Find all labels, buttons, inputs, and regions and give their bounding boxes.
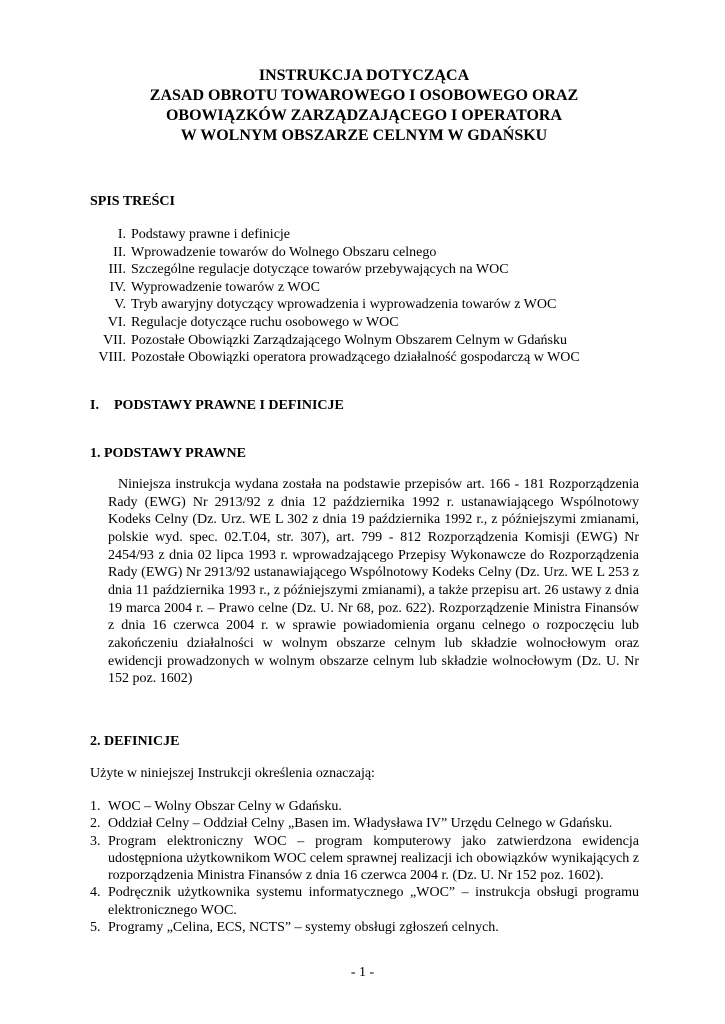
toc-item-number: I. (117, 227, 126, 242)
toc-item-number: VIII. (98, 350, 126, 366)
toc-item (90, 314, 650, 332)
toc-item-text: Wyprowadzenie towarów z WOC (131, 279, 320, 295)
definition-text: Podręcznik użytkownika systemu informatycznego „WOC” – instrukcja obsługi programu elektronicznego WOC. (108, 885, 639, 918)
definitions-list (90, 798, 639, 936)
section-number: I. (90, 398, 99, 413)
toc-item-text: Podstawy prawne i definicje (131, 227, 291, 242)
toc-item-number: VI. (107, 314, 126, 330)
definition-item (90, 884, 639, 919)
toc-item (90, 261, 650, 279)
toc-item-number: II. (113, 244, 126, 260)
toc-item-text: Pozostałe Obowiązki operatora prowadzącego działalność gospodarczą w WOC (131, 350, 580, 366)
toc-item (90, 349, 650, 367)
toc-item-text: Regulacje dotyczące ruchu osobowego w WOC (131, 314, 399, 330)
toc-item-number: III. (108, 262, 126, 278)
toc-item (90, 296, 650, 314)
definition-number: 3. (90, 833, 101, 849)
definition-text: Program elektroniczny WOC – program komputerowy jako zatwierdzona ewidencja udostępniona użytkownikom WOC celem sprawnej realizacji ich obowiązków wynikających z rozporządzenia Ministra Finansów z dnia 16 czerwca 2004 r. (Dz. U. Nr 152 poz. 1602). (108, 833, 639, 884)
legal-basis-heading: 1. PODSTAWY PRAWNE (90, 446, 246, 461)
definition-text: WOC – Wolny Obszar Celny w Gdańsku. (108, 799, 342, 814)
title-line: INSTRUKCJA DOTYCZĄCA (258, 67, 470, 84)
section-heading (90, 397, 344, 415)
toc-item-text: Szczególne regulacje dotyczące towarów przebywających na WOC (131, 262, 509, 278)
toc-item-number: VII. (103, 332, 126, 348)
title-line: W WOLNYM OBSZARZE CELNYM W GDAŃSKU (180, 127, 548, 144)
definition-item (90, 815, 639, 832)
definitions-heading: 2. DEFINICJE (90, 734, 180, 749)
toc-item-number: IV. (109, 279, 126, 295)
definition-number: 5. (90, 920, 101, 936)
toc-item-text: Tryb awaryjny dotyczący wprowadzenia i wyprowadzenia towarów z WOC (131, 297, 557, 313)
toc-item (90, 332, 650, 350)
title-line: ZASAD OBROTU TOWAROWEGO I OSOBOWEGO ORAZ (149, 87, 579, 104)
definitions-intro: Użyte w niniejszej Instrukcji określenia oznaczają: (90, 766, 375, 781)
definition-text: Programy „Celina, ECS, NCTS” – systemy obsługi zgłoszeń celnych. (108, 920, 499, 936)
toc-item-number: V. (114, 297, 126, 313)
document-title (90, 66, 638, 146)
title-line: OBOWIĄZKÓW ZARZĄDZAJĄCEGO I OPERATORA (165, 107, 563, 124)
table-of-contents (90, 226, 650, 367)
definition-number: 2. (90, 816, 101, 832)
definition-item (90, 798, 639, 815)
section-title: PODSTAWY PRAWNE I DEFINICJE (114, 398, 344, 413)
page-number: - 1 - (350, 965, 375, 980)
toc-item (90, 279, 650, 297)
definition-number: 4. (90, 885, 101, 901)
definition-text: Oddział Celny – Oddział Celny „Basen im. Władysława IV” Urzędu Celnego w Gdańsku. (108, 816, 613, 832)
toc-item-text: Pozostałe Obowiązki Zarządzającego Wolnym Obszarem Celnym w Gdańsku (131, 332, 567, 348)
toc-item (90, 226, 650, 244)
definition-item (90, 919, 639, 936)
definition-number: 1. (90, 799, 101, 814)
legal-basis-paragraph: Niniejsza instrukcja wydana została na podstawie przepisów art. 166 - 181 Rozporządzenia Rady (EWG) Nr 2913/92 z dnia 12 października 1992 r. ustanawiającego Wspólnotowy Kodeks Celny (Dz. Urz. WE L 302 z dnia 19 października 1992 r., z późniejszymi zmianami, polskie wyd. spec. 02.T.04, str. 307), art. 799 - 812 Rozporządzenia Komisji (EWG) Nr 2454/93 z dnia 02 lipca 1993 r. wprowadzającego Przepisy Wykonawcze do Rozporządzenia Rady (EWG) Nr 2913/92 ustanawiającego Wspólnotowy Kodeks Celny (Dz. Urz. WE L 253 z dnia 11 października 1993 r., z późniejszymi zmianami), a także przepisu art. 26 ustawy z dnia 19 marca 2004 r. – Prawo celne (Dz. U. Nr 68, poz. 622). Rozporządzenie Ministra Finansów z dnia 16 czerwca 2004 r. w sprawie powiadomienia organu celnego o rozpoczęciu lub zakończeniu działalności w wolnym obszarze celnym lub składzie wolnocłowym oraz ewidencji prowadzonych w wolnym obszarze celnym lub składzie wolnocłowym (Dz. U. Nr 152 poz. 1602) (108, 477, 639, 687)
toc-item (90, 244, 650, 262)
toc-item-text: Wprowadzenie towarów do Wolnego Obszaru celnego (131, 244, 437, 260)
definition-item (90, 833, 639, 885)
toc-heading: SPIS TREŚCI (90, 194, 175, 209)
